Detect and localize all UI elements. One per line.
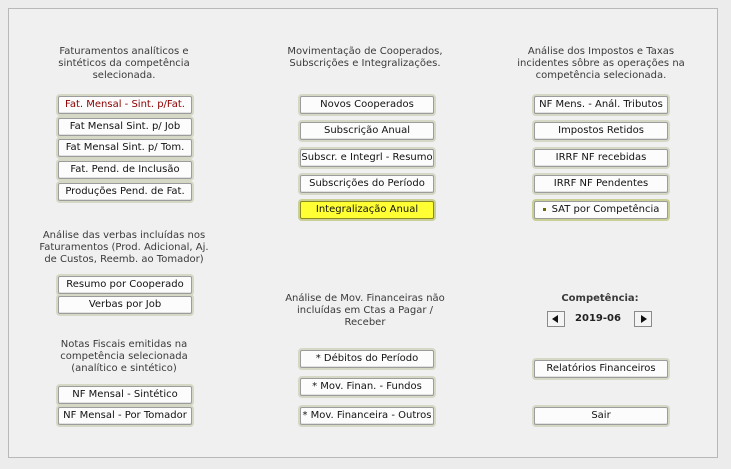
mov-financeira-outros-button[interactable]: * Mov. Financeira - Outros <box>300 407 434 425</box>
faturamentos-title: Faturamentos analíticos e sintéticos da competência selecionada. <box>58 46 190 81</box>
next-period-button[interactable] <box>634 311 652 327</box>
subscr-integrl-resumo-button[interactable]: Subscr. e Integrl - Resumo <box>300 149 434 167</box>
debitos-periodo-button[interactable]: * Débitos do Período <box>300 350 434 368</box>
competencia-value: 2019-06 <box>575 313 621 324</box>
fat-mensal-sint-job-button[interactable]: Fat Mensal Sint. p/ Job <box>58 118 192 136</box>
focus-dot-icon <box>543 208 546 211</box>
fat-pend-inclusao-button[interactable]: Fat. Pend. de Inclusão <box>58 161 192 179</box>
irrf-nf-pendentes-button[interactable]: IRRF NF Pendentes <box>534 175 668 193</box>
notas-fiscais-title: Notas Fiscais emitidas na competência selecionada (analítico e sintético) <box>60 339 188 374</box>
integralizacao-anual-button[interactable]: Integralização Anual <box>300 201 434 219</box>
verbas-title: Análise das verbas incluídas nos Faturamentos (Prod. Adicional, Aj. de Custos, Reemb. ao Tomador) <box>39 230 209 265</box>
impostos-title: Análise dos Impostos e Taxas incidentes sôbre as operações na competência selecionada. <box>517 46 685 81</box>
resumo-por-cooperado-button[interactable]: Resumo por Cooperado <box>58 276 192 294</box>
relatorios-financeiros-button[interactable]: Relatórios Financeiros <box>534 360 668 378</box>
movimentacao-title: Movimentação de Cooperados, Subscrições e Integralizações. <box>287 46 443 69</box>
subscricoes-periodo-button[interactable]: Subscrições do Período <box>300 175 434 193</box>
mov-financeiras-title: Análise de Mov. Financeiras não incluídas em Ctas a Pagar / Receber <box>285 293 445 328</box>
nf-mensal-por-tomador-button[interactable]: NF Mensal - Por Tomador <box>58 407 192 425</box>
sat-por-competencia-label: SAT por Competência <box>551 204 660 215</box>
producoes-pend-fat-button[interactable]: Produções Pend. de Fat. <box>58 183 192 201</box>
nf-mens-anal-tributos-button[interactable]: NF Mens. - Anál. Tributos <box>534 96 668 114</box>
novos-cooperados-button[interactable]: Novos Cooperados <box>300 96 434 114</box>
arrow-left-icon <box>552 315 558 323</box>
nf-mensal-sintetico-button[interactable]: NF Mensal - Sintético <box>58 386 192 404</box>
mov-finan-fundos-button[interactable]: * Mov. Finan. - Fundos <box>300 378 434 396</box>
competencia-label: Competência: <box>561 293 639 304</box>
prev-period-button[interactable] <box>547 311 565 327</box>
arrow-right-icon <box>641 315 647 323</box>
sair-button[interactable]: Sair <box>534 407 668 425</box>
fat-mensal-sint-fat-button[interactable]: Fat. Mensal - Sint. p/Fat. <box>58 96 192 114</box>
subscricao-anual-button[interactable]: Subscrição Anual <box>300 122 434 140</box>
sat-por-competencia-button[interactable] <box>534 201 668 219</box>
irrf-nf-recebidas-button[interactable]: IRRF NF recebidas <box>534 149 668 167</box>
verbas-por-job-button[interactable]: Verbas por Job <box>58 296 192 314</box>
fat-mensal-sint-tom-button[interactable]: Fat Mensal Sint. p/ Tom. <box>58 139 192 157</box>
impostos-retidos-button[interactable]: Impostos Retidos <box>534 122 668 140</box>
